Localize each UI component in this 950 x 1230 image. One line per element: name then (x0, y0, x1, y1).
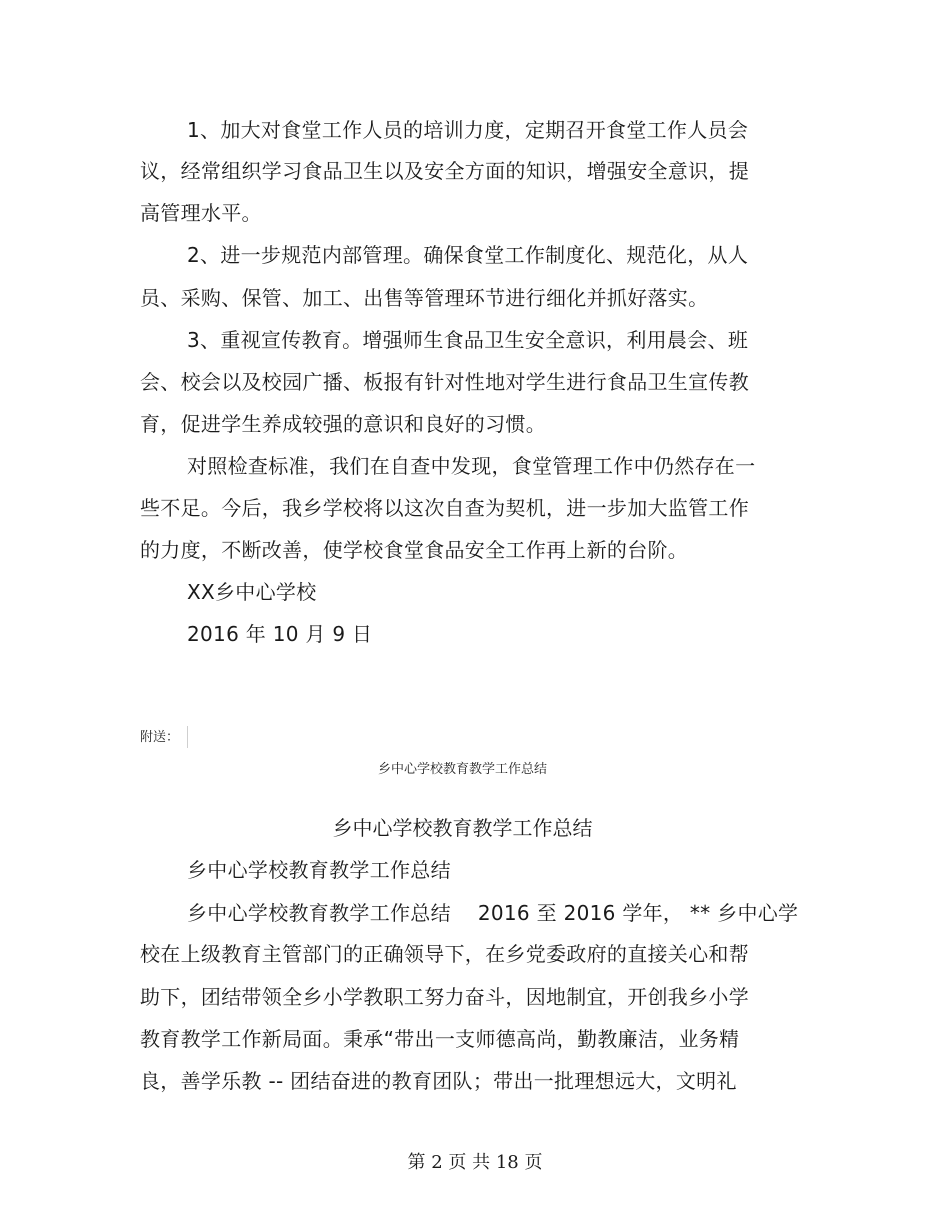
paragraph-line: 些不足。今后，我乡学校将以这次自查为契机，进一步加大监管工作 (140, 496, 749, 520)
paragraph-line: 乡中心学校教育教学工作总结 2016 至 2016 学年， ** 乡中心学 (187, 901, 799, 925)
signature-date: 2016 年 10 月 9 日 (187, 622, 373, 646)
page-number: 第 2 页 共 18 页 (407, 1152, 543, 1173)
paragraph-line: 3、重视宣传教育。增强师生食品卫生安全意识，利用晨会、班 (187, 328, 749, 352)
paragraph-line: 高管理水平。 (140, 201, 262, 225)
paragraph-line: 良，善学乐教 -- 团结奋进的教育团队；带出一批理想远大，文明礼 (140, 1069, 737, 1093)
paragraph-line: 员、采购、保管、加工、出售等管理环节进行细化并抓好落实。 (140, 286, 709, 310)
paragraph-line: 会、校会以及校园广播、板报有针对性地对学生进行食品卫生宣传教 (140, 370, 749, 394)
paragraph-line: 对照检查标准，我们在自查中发现，食堂管理工作中仍然存在一 (187, 454, 756, 478)
paragraph-line: 助下，团结带领全乡小学教职工努力奋斗，因地制宜，开创我乡小学 (140, 985, 749, 1009)
attachment-title: 乡中心学校教育教学工作总结 (332, 816, 593, 840)
paragraph-line: 教育教学工作新局面。秉承“带出一支师德高尚，勤教廉洁，业务精 (140, 1027, 740, 1051)
running-title: 乡中心学校教育教学工作总结 (377, 762, 547, 777)
divider (187, 726, 188, 748)
paragraph-line: 育，促进学生养成较强的意识和良好的习惯。 (140, 412, 546, 436)
paragraph-line: 1、加大对食堂工作人员的培训力度，定期召开食堂工作人员会 (187, 118, 749, 142)
paragraph-line: 议，经常组织学习食品卫生以及安全方面的知识，增强安全意识，提 (140, 159, 749, 183)
paragraph-line: 校在上级教育主管部门的正确领导下，在乡党委政府的直接关心和帮 (140, 942, 749, 966)
paragraph-line: 的力度，不断改善，使学校食堂食品安全工作再上新的台阶。 (140, 538, 689, 562)
attachment-label: 附送： (140, 730, 180, 745)
paragraph-line: 2、进一步规范内部管理。确保食堂工作制度化、规范化，从人 (187, 243, 749, 267)
paragraph-line: 乡中心学校教育教学工作总结 (187, 858, 451, 882)
signature-school: XX乡中心学校 (187, 580, 317, 604)
